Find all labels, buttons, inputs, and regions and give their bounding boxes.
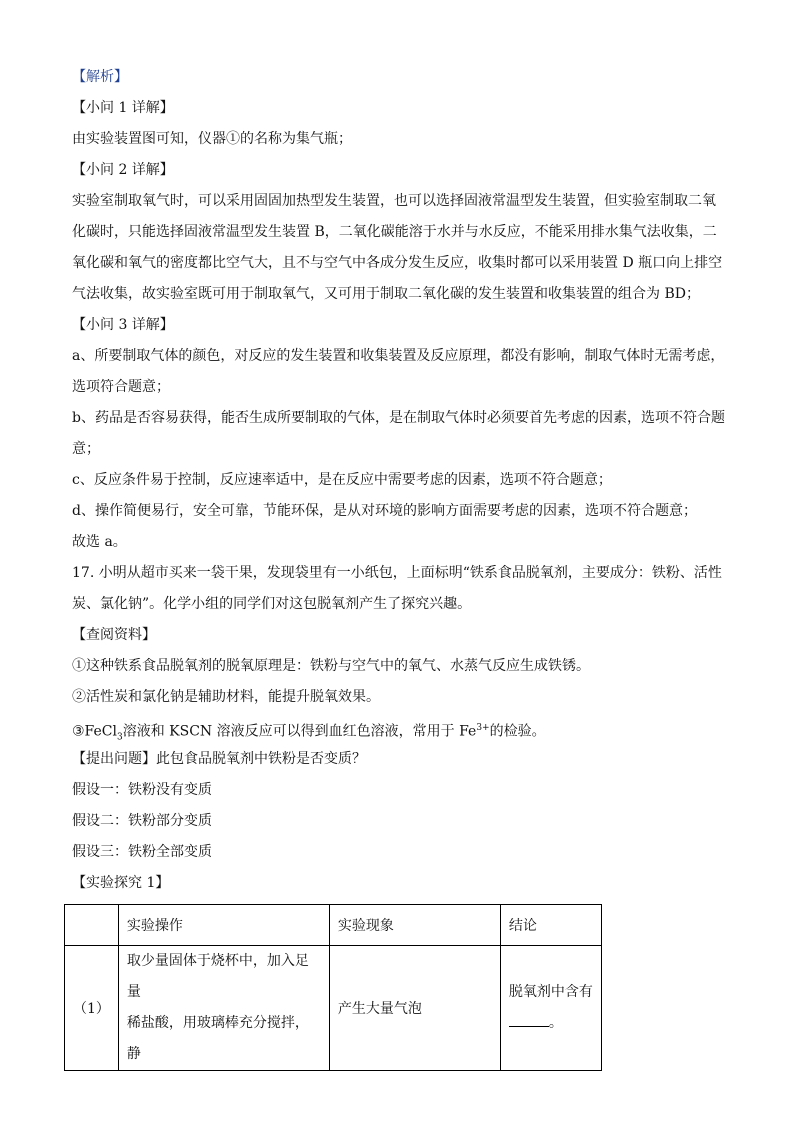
conclusion-line-2: 。 [509, 1008, 593, 1039]
row-operation [118, 946, 329, 1071]
header-conclusion: 结论 [500, 905, 601, 946]
text-line: 17. 小明从超市买来一袋干果，发现袋里有一小纸包，上面标明“铁系食品脱氧剂，主要成分：铁粉、活性 [72, 565, 722, 581]
answer-blank[interactable] [509, 1012, 549, 1027]
header-operation: 实验操作 [118, 905, 329, 946]
header-index [65, 905, 119, 946]
text-line: 【小问 2 详解】 [72, 162, 174, 178]
text-line: b、药品是否容易获得，能否生成所要制取的气体，是在制取气体时必须要首先考虑的因素，选项不符合题 [72, 410, 725, 426]
text-lines [72, 62, 732, 713]
text-line: 选项符合题意； [72, 379, 170, 395]
material-item-3: ③FeCl$_3$溶液和 KSCN 溶液反应可以得到血红色溶液，常用于 $Fe^{3+}$的检验。 [72, 723, 546, 743]
text-line: 【小问 1 详解】 [72, 100, 174, 116]
text-line: a、所要制取气体的颜色，对反应的发生装置和收集装置及反应原理，都没有影响，制取气体时无需考虑， [72, 348, 725, 364]
text-line: 氧化碳和氧气的密度都比空气大，且不与空气中各成分发生反应，收集时都可以采用装置 D 瓶口向上排空 [72, 255, 723, 271]
text-line: c、反应条件易于控制，反应速率适中，是在反应中需要考虑的因素，选项不符合题意； [72, 472, 612, 488]
conclusion-line-1: 脱氧剂中含有 [508, 984, 593, 1000]
text-line: 化碳时，只能选择固液常温型发生装置 B，二氧化碳能溶于水并与水反应，不能采用排水集气法收集，二 [72, 224, 717, 240]
text-line: 故选 a。 [72, 534, 127, 550]
header-phenomenon: 实验现象 [329, 905, 500, 946]
question-lines [72, 744, 732, 899]
row-phenomenon: 产生大量气泡 [329, 946, 500, 1071]
text-line: 意； [72, 441, 100, 457]
text-line: 【提出问题】此包食品脱氧剂中铁粉是否变质？ [72, 751, 366, 767]
row-index: （1） [65, 946, 119, 1071]
experiment-table [64, 904, 602, 1071]
text-line: 炭、氯化钠”。化学小组的同学们对这包脱氧剂产生了探究兴趣。 [72, 596, 472, 612]
text-line: 【小问 3 详解】 [72, 317, 174, 333]
text-line: 气法收集，故实验室既可用于制取氧气，又可用于制取二氧化碳的发生装置和收集装置的组合为 BD； [72, 286, 700, 302]
text-line: 由实验装置图可知，仪器①的名称为集气瓶； [72, 131, 352, 147]
text-line: 假设三：铁粉全部变质 [72, 844, 212, 860]
operation-line-2: 稀盐酸，用玻璃棒充分搅拌，静 [126, 1015, 309, 1062]
table-row [65, 946, 602, 1071]
text-line: 【解析】 [72, 69, 128, 85]
text-line: 【查阅资料】 [72, 627, 156, 643]
row-conclusion [500, 946, 601, 1071]
operation-line-1: 取少量固体于烧杯中，加入足量 [126, 953, 309, 1000]
text-line: 【实验探究 1】 [72, 875, 170, 891]
text-line: ②活性炭和氯化钠是辅助材料，能提升脱氧效果。 [72, 689, 380, 705]
document-body [72, 62, 732, 899]
text-line: d、操作简便易行，安全可靠，节能环保，是从对环境的影响方面需要考虑的因素，选项不符合题意； [72, 503, 697, 519]
text-line: 假设一：铁粉没有变质 [72, 782, 212, 798]
text-line: ①这种铁系食品脱氧剂的脱氧原理是：铁粉与空气中的氧气、水蒸气反应生成铁锈。 [72, 658, 590, 674]
text-line: 实验室制取氧气时，可以采用固固加热型发生装置，也可以选择固液常温型发生装置，但实验室制取二氧 [72, 193, 716, 209]
table-header-row [65, 905, 602, 946]
text-line: 假设二：铁粉部分变质 [72, 813, 212, 829]
